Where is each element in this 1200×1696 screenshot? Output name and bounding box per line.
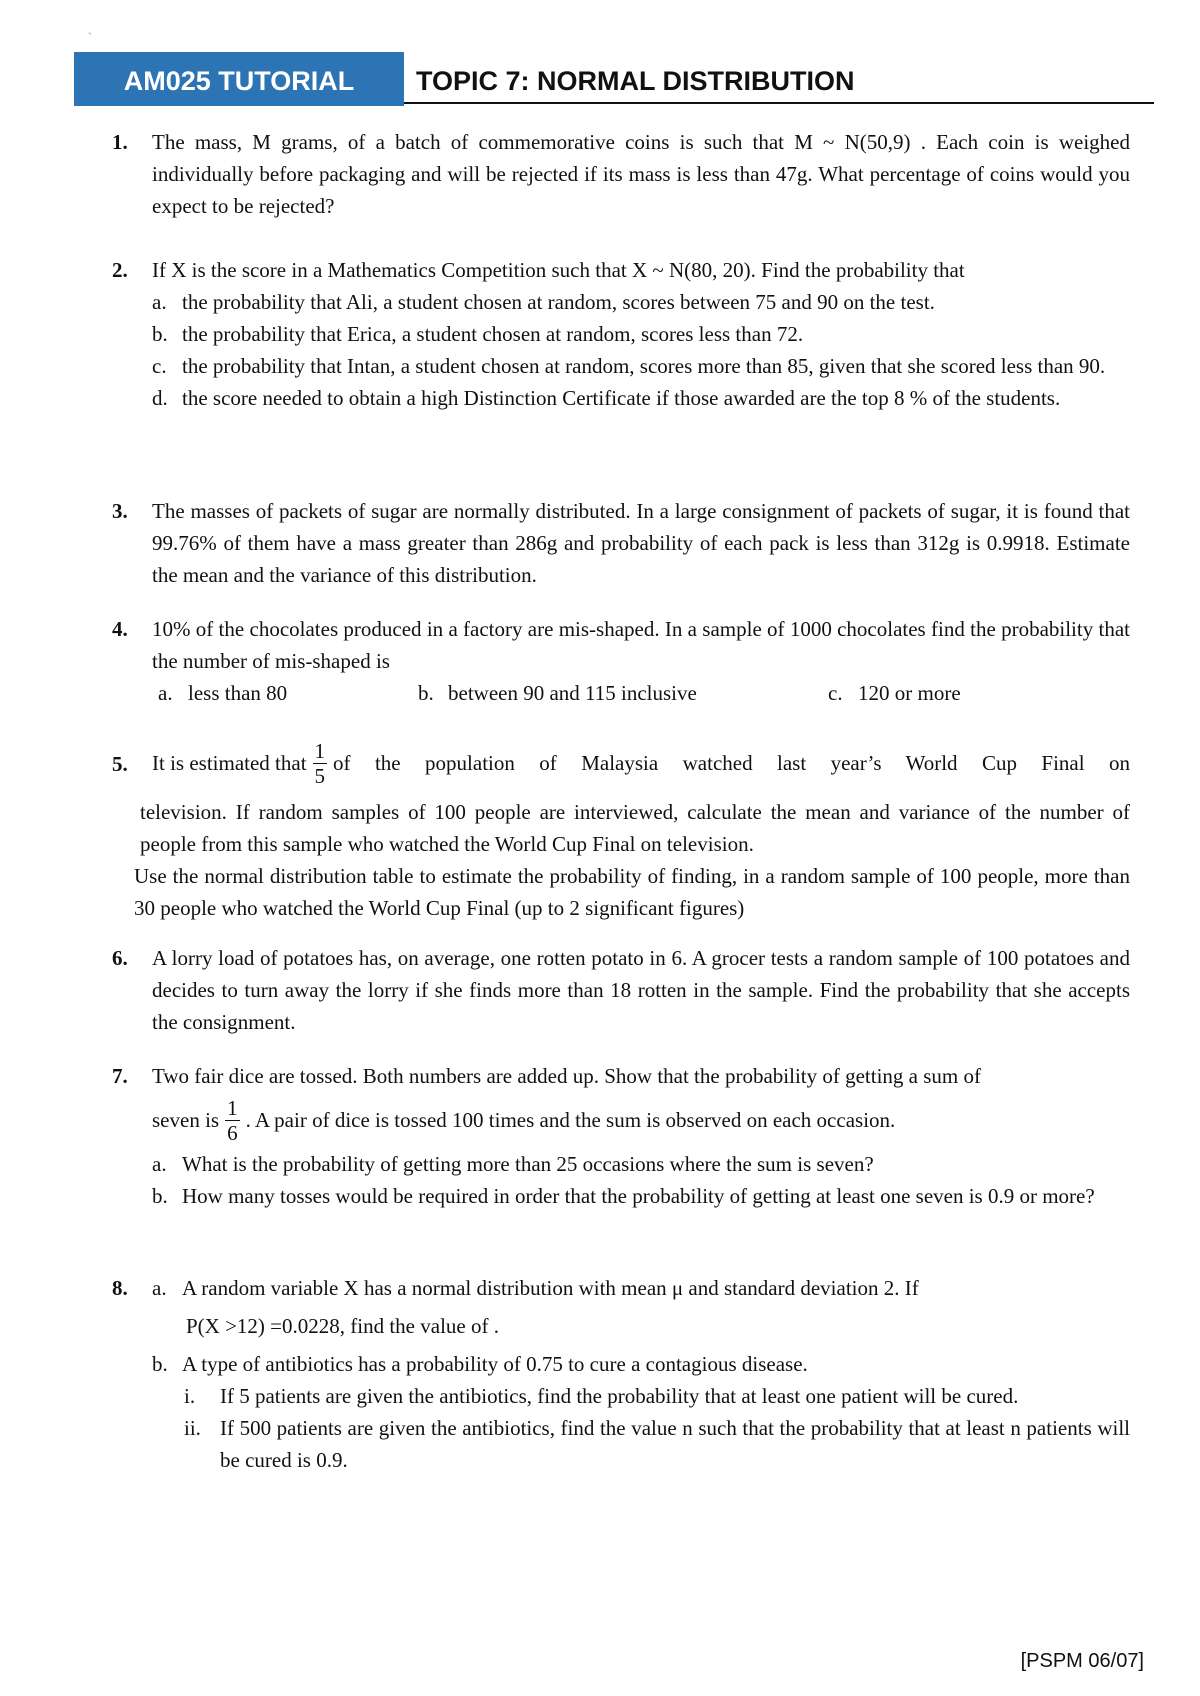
sub-question xyxy=(152,286,1130,318)
sub-question-b: b. A type of antibiotics has a probability of 0.75 to cure a contagious disease. xyxy=(152,1352,808,1376)
sub-label: d. xyxy=(152,386,168,410)
option-c: c. 120 or more xyxy=(828,681,961,705)
option-a: a. less than 80 xyxy=(158,681,288,705)
question-intro: If X is the score in a Mathematics Competition such that X ~ N(80, 20). Find the probability that xyxy=(152,258,965,282)
sub-label: a. xyxy=(152,290,167,314)
question-7 xyxy=(112,1060,1130,1212)
question-lead-line xyxy=(152,730,1130,796)
question-number: 1. xyxy=(112,130,128,154)
question-4 xyxy=(112,613,1130,709)
question-number: 2. xyxy=(112,258,128,282)
corner-mark: ` xyxy=(88,30,92,44)
sub-question: b. How many tosses would be required in order that the probability of getting at least one seven is 0.9 or more? xyxy=(152,1184,1095,1208)
question-text-line2: television. If random samples of 100 people are interviewed, calculate the mean and variance of the number of people from this sample who watched the World Cup Final on television. xyxy=(140,800,1130,856)
question-number: 8. xyxy=(112,1276,128,1300)
question-intro: 10% of the chocolates produced in a factory are mis-shaped. In a sample of 1000 chocolates find the probability that the number of mis-shaped is xyxy=(152,617,1130,673)
sub-question xyxy=(152,318,1130,350)
fraction-one-sixth: $\frac{1}{6}$ xyxy=(227,1095,238,1145)
sub-text: the score needed to obtain a high Distinction Certificate if those awarded are the top 8 % of the students. xyxy=(182,386,1061,410)
question-text: The mass, M grams, of a batch of commemorative coins is such that M ~ N(50,9) . Each coin is weighed individually before packaging and will be rejected if its mass is less than 47g. What percentage of coins would you expect to be rejected? xyxy=(152,130,1130,218)
question-number: 7. xyxy=(112,1064,128,1088)
question-text: The masses of packets of sugar are normally distributed. In a large consignment of packets of sugar, it is found that 99.76% of them have a mass greater than 286g and probability of each pack is less than 312g is 0.9918. Estimate the mean and the variance of this distribution. xyxy=(152,499,1130,587)
option-b: b. between 90 and 115 inclusive xyxy=(418,681,697,705)
question-number: 5. xyxy=(112,752,128,776)
after-fraction-text: of the population of Malaysia watched last year’s World Cup Final on xyxy=(333,751,1130,775)
question-text-line3: Use the normal distribution table to estimate the probability of finding, in a random sample of 100 people, more than 30 people who watched the World Cup Final (up to 2 significant figures) xyxy=(134,864,1130,920)
topic-title: TOPIC 7: NORMAL DISTRIBUTION xyxy=(404,52,1154,104)
sub-question-a: a. A random variable X has a normal distribution with mean μ and standard deviation 2. If P(X >12) =0.0228, find the value of . xyxy=(152,1272,1130,1348)
sub-sub-question: i. If 5 patients are given the antibiotics, find the probability that at least one patient will be cured. xyxy=(184,1384,1019,1408)
sub-question xyxy=(152,350,1130,382)
question-5 xyxy=(112,730,1130,924)
lead-text: It is estimated that xyxy=(152,751,307,775)
question-number: 4. xyxy=(112,617,128,641)
sub-label: c. xyxy=(152,354,167,378)
sub-text: the probability that Ali, a student chosen at random, scores between 75 and 90 on the test. xyxy=(182,290,935,314)
sub-label: b. xyxy=(152,322,168,346)
fraction-one-fifth: $\frac{1}{5}$ xyxy=(314,738,326,788)
option-row xyxy=(152,677,1130,709)
seven-is-line: seven is $\frac{1}{6}$ . A pair of dice is tossed 100 times and the sum is observed on each occasion. xyxy=(152,1095,896,1145)
question-number: 6. xyxy=(112,946,128,970)
question-8 xyxy=(112,1272,1130,1476)
sub-question: a. What is the probability of getting more than 25 occasions where the sum is seven? xyxy=(152,1152,874,1176)
question-intro: Two fair dice are tossed. Both numbers are added up. Show that the probability of getting a sum of xyxy=(152,1064,981,1088)
question-1 xyxy=(112,126,1130,222)
sub-sub-question: ii. If 500 patients are given the antibiotics, find the value n such that the probability that at least n patients will be cured is 0.9. xyxy=(184,1416,1130,1472)
given-probability: P(X >12) =0.0228, find the value of . xyxy=(186,1314,499,1338)
sub-text: the probability that Intan, a student chosen at random, scores more than 85, given that she scored less than 90. xyxy=(182,354,1106,378)
page-header xyxy=(74,52,1154,106)
question-text: A lorry load of potatoes has, on average, one rotten potato in 6. A grocer tests a random sample of 100 potatoes and decides to turn away the lorry if she finds more than 18 rotten in the sample. Find the probability that she accepts the consignment. xyxy=(152,946,1130,1034)
sub-question xyxy=(152,382,1130,414)
question-6 xyxy=(112,942,1130,1038)
question-2 xyxy=(112,254,1130,414)
source-reference: [PSPM 06/07] xyxy=(1020,1650,1144,1672)
question-3 xyxy=(112,495,1130,591)
sub-text: the probability that Erica, a student chosen at random, scores less than 72. xyxy=(182,322,804,346)
course-label: AM025 TUTORIAL xyxy=(74,52,404,106)
question-number: 3. xyxy=(112,499,128,523)
